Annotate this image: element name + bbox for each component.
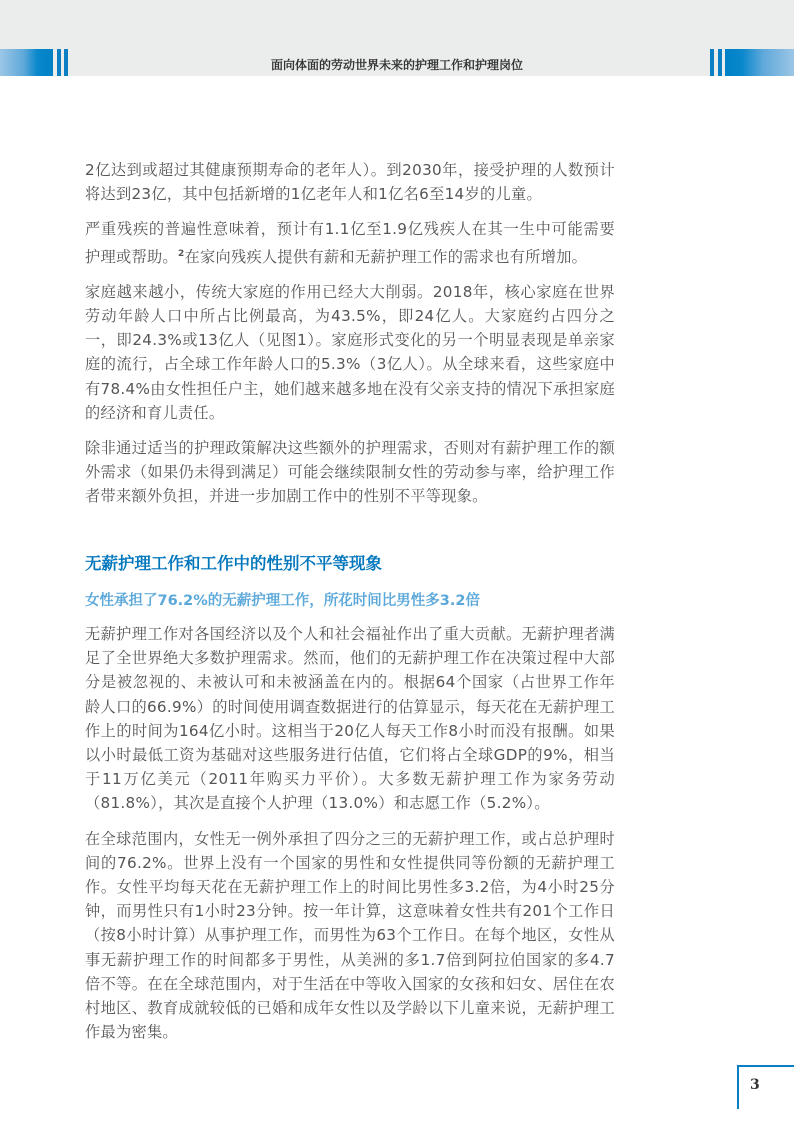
paragraph: 无薪护理工作对各国经济以及个人和社会福祉作出了重大贡献。无薪护理者满足了全世界绝大多数护理需求。然而，他们的无薪护理工作在决策过程中大部分是被忽视的、未被认可和未被涵盖在内的。根据64个国家（占世界工作年龄人口的66.9%）的时间使用调查数据进行的估算显示，每天花在无薪护理工作上的时间为164亿小时。这相当于20亿人每天工作8小时而没有报酬。如果以小时最低工资为基础对这些服务进行估值，它们将占全球GDP的9%，相当于11万亿美元（2011年购买力平价）。大多数无薪护理工作为家务劳动（81.8%），其次是直接个人护理（13.0%）和志愿工作（5.2%）。 <box>85 625 615 813</box>
header-decor-bar <box>710 49 714 76</box>
footnote-marker[interactable]: 2 <box>177 248 185 259</box>
header-decor-gradient-right <box>725 49 794 76</box>
paragraph: 2亿达到或超过其健康预期寿命的老年人）。到2030年，接受护理的人数预计将达到23亿，其中包括新增的1亿老年人和1亿名6至14岁的儿童。 <box>85 161 615 204</box>
running-header-title: 面向体面的劳动世界未来的护理工作和护理岗位 <box>270 58 523 72</box>
paragraph: 除非通过适当的护理政策解决这些额外的护理需求，否则对有薪护理工作的额外需求（如果仍未得到满足）可能会继续限制女性的劳动参与率，给护理工作者带来额外负担，并进一步加剧工作中的性别不平等现象。 <box>85 439 615 506</box>
paragraph <box>85 217 615 268</box>
body-text <box>85 158 615 520</box>
paragraph: 家庭越来越小，传统大家庭的作用已经大大削弱。2018年，核心家庭在世界劳动年龄人口中所占比例最高，为43.5%，即24亿人。大家庭约占四分之一，即24.3%或13亿人（见图1）。家庭形式变化的另一个明显表现是单亲家庭的流行，占全球工作年龄人口的5.3%（3亿人）。从全球来看，这些家庭中有78.4%由女性担任户主，她们越来越多地在没有父亲支持的情况下承担家庭的经济和育儿责任。 <box>85 282 615 422</box>
running-header <box>0 0 794 76</box>
page-number: 3 <box>750 1077 760 1093</box>
paragraph: 在全球范围内，女性无一例外承担了四分之三的无薪护理工作，或占总护理时间的76.2%。世界上没有一个国家的男性和女性提供同等份额的无薪护理工作。女性平均每天花在无薪护理工作上的时间比男性多3.2倍，为4小时25分钟，而男性只有1小时23分钟。按一年计算，这意味着女性共有201个工作日（按8小时计算）从事护理工作，而男性为63个工作日。在每个地区，女性从事无薪护理工作的时间都多于男性，从美洲的多1.7倍到阿拉伯国家的多4.7倍不等。在在全球范围内，对于生活在中等收入国家的女孩和妇女、居住在农村地区、教育成就较低的已婚和成年女性以及学龄以下儿童来说，无薪护理工作最为密集。 <box>85 829 615 1042</box>
page-number-frame <box>737 1065 794 1109</box>
section-body-text <box>85 622 615 1055</box>
sub-heading: 女性承担了76.2%的无薪护理工作，所花时间比男性多3.2倍 <box>85 593 480 609</box>
paragraph-text: 在家向残疾人提供有薪和无薪护理工作的需求也有所增加。 <box>184 247 588 266</box>
section-heading: 无薪护理工作和工作中的性别不平等现象 <box>85 554 382 573</box>
header-decor-bar <box>718 49 722 76</box>
paragraph-text: 严重残疾的普遍性意味着，预计有1.1亿至1.9亿残疾人在其一生中可能需要护理或帮助。 <box>85 220 615 266</box>
